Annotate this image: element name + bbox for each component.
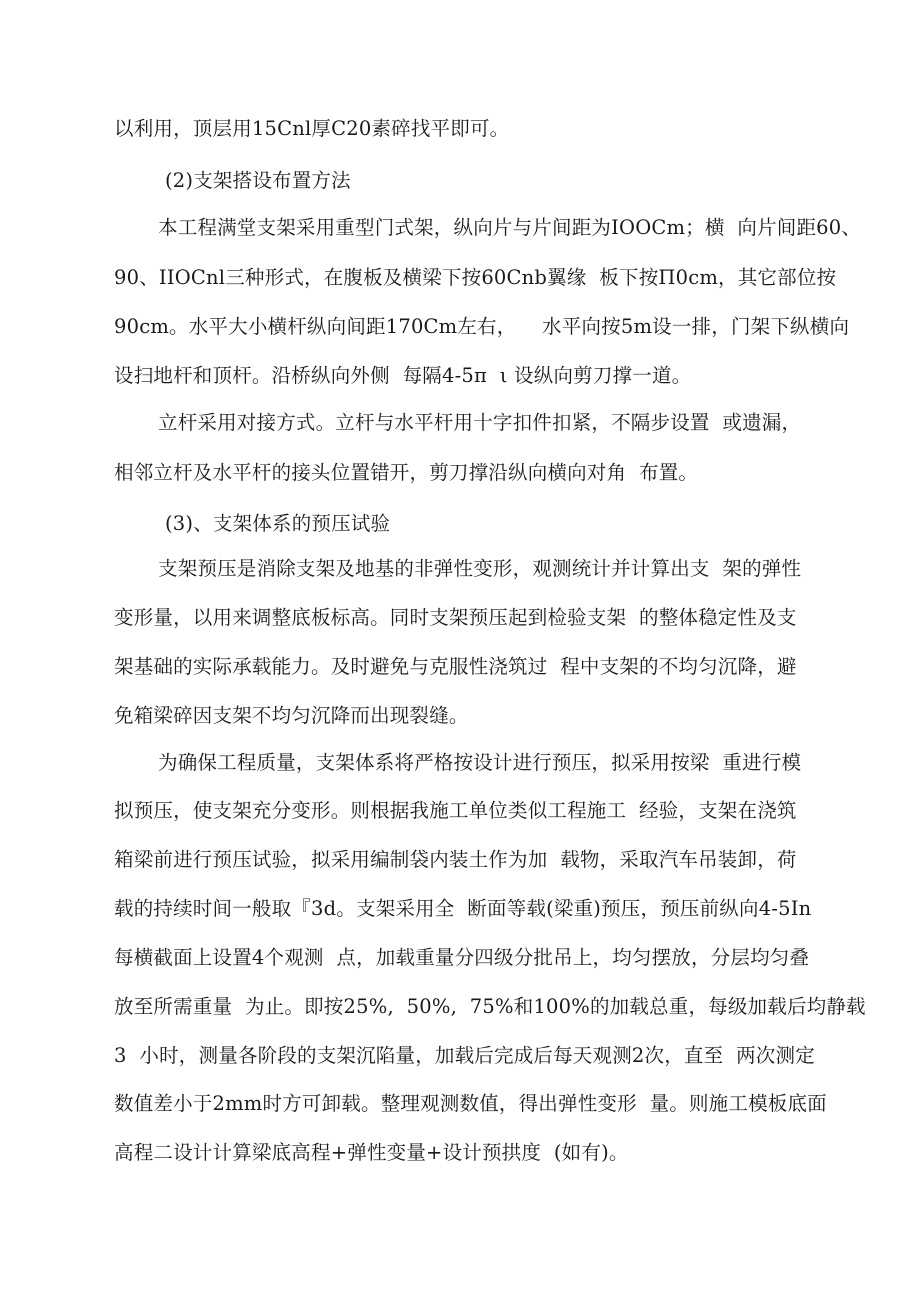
paragraph-line: 高程二设计计算梁底高程+弹性变量+设计预拱度 (如有)。 — [114, 1141, 629, 1164]
section-heading: (2)支架搭设布置方法 — [165, 169, 351, 192]
paragraph-line: 以利用，顶层用15Cnl厚C20素碎找平即可。 — [114, 117, 510, 140]
paragraph-line: 支架预压是消除支架及地基的非弹性变形，观测统计并计算出支 架的弹性 — [158, 557, 802, 580]
paragraph-line: 立杆采用对接方式。立杆与水平杆用十字扣件扣紧，不隔步设置 或遗漏， — [158, 411, 802, 434]
paragraph-line: 放至所需重量 为止。即按25%, 50%, 75%和100%的加载总重，每级加载后均静载 — [114, 995, 866, 1018]
paragraph-line: 设扫地杆和顶杆。沿桥纵向外侧 每隔4-5π ι 设纵向剪刀撑一道。 — [114, 364, 692, 387]
paragraph-line: 免箱梁碎因支架不均匀沉降而出现裂缝。 — [114, 704, 469, 727]
paragraph-line: 为确保工程质量，支架体系将严格按设计进行预压，拟采用按梁 重进行模 — [158, 751, 802, 774]
paragraph-line: 本工程满堂支架采用重型门式架，纵向片与片间距为IOOCm；横 向片间距60、 — [158, 216, 862, 239]
paragraph-line: 数值差小于2mm时方可卸载。整理观测数值，得出弹性变形 量。则施工模板底面 — [114, 1092, 827, 1115]
paragraph-line: 3 小时，测量各阶段的支架沉陷量，加载后完成后每天观测2次，直至 两次测定 — [114, 1044, 815, 1067]
paragraph-line: 每横截面上设置4个观测 点，加载重量分四级分批吊上，均匀摆放，分层均匀叠 — [114, 946, 810, 969]
paragraph-line: 90cm。水平大小横杆纵向间距170Cm左右， 水平向按5m设一排，门架下纵横向 — [114, 315, 850, 338]
section-heading: (3)、支架体系的预压试验 — [165, 512, 391, 535]
paragraph-line: 载的持续时间一般取『3d。支架采用全 断面等载(梁重)预压，预压前纵向4-5In — [114, 897, 812, 920]
paragraph-line: 箱梁前进行预压试验，拟采用编制袋内装土作为加 载物，采取汽车吊装卸，荷 — [114, 848, 797, 871]
paragraph-line: 变形量，以用来调整底板标高。同时支架预压起到检验支架 的整体稳定性及支 — [114, 606, 797, 629]
paragraph-line: 相邻立杆及水平杆的接头位置错开，剪刀撑沿纵向横向对角 布置。 — [114, 461, 699, 484]
paragraph-line: 拟预压，使支架充分变形。则根据我施工单位类似工程施工 经验，支架在浇筑 — [114, 799, 797, 822]
paragraph-line: 90、IIOCnl三种形式，在腹板及横梁下按60Cnb翼缘 板下按Π0cm，其它部位按 — [114, 266, 837, 289]
paragraph-line: 架基础的实际承载能力。及时避免与克服性浇筑过 程中支架的不均匀沉降，避 — [114, 655, 797, 678]
